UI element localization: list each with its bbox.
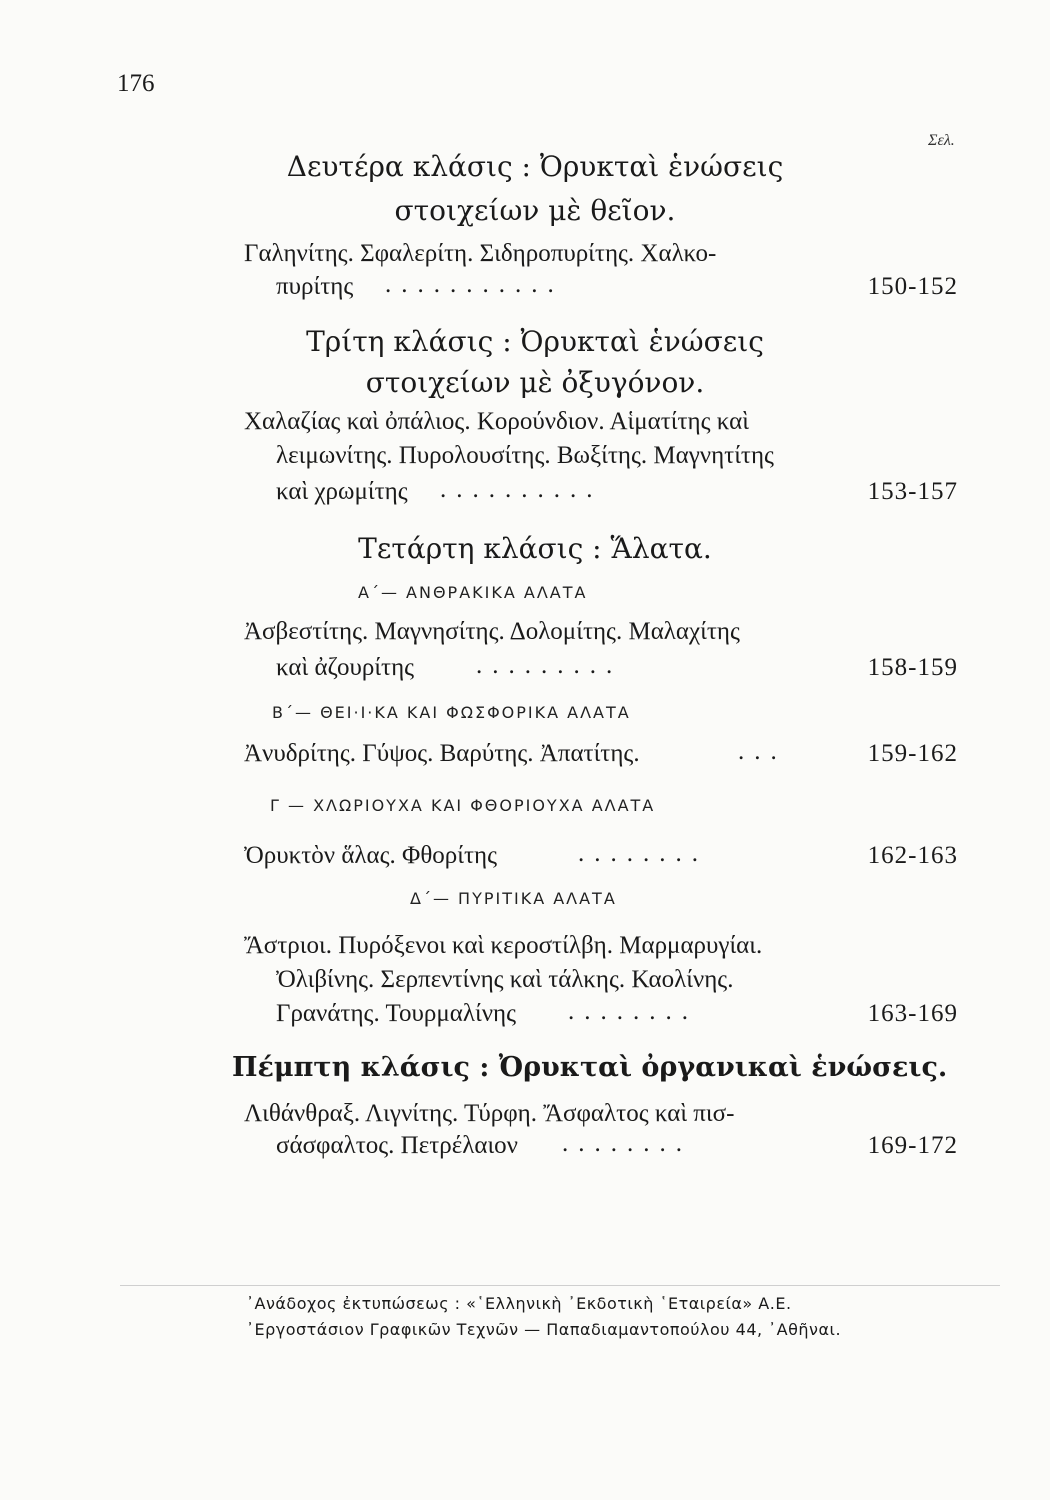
- subsection-d-pages: 163-169: [867, 1000, 958, 1027]
- section-2-entry-line1: Γαληνίτης. Σφαλερίτη. Σιδηροπυρίτης. Χαλκο-: [244, 240, 717, 267]
- section-2-pages: 150-152: [867, 273, 958, 300]
- section-3-heading-line2: στοιχείων μὲ ὀξυγόνον.: [365, 366, 705, 399]
- section-3-entry-line1: Χαλαζίας καὶ ὀπάλιος. Κορούνδιον. Αἱματίτης καὶ: [244, 408, 749, 435]
- subsection-d-line3: Γρανάτης. Τουρμαλίνης: [276, 1000, 517, 1027]
- section-5-entry-line2: σάσφαλτος. Πετρέλαιον: [276, 1132, 518, 1159]
- subsection-b-line1: Ἀνυδρίτης. Γύψος. Βαρύτης. Ἀπατίτης.: [244, 740, 640, 767]
- leader-dots: ..........: [440, 476, 603, 503]
- leader-dots: .........: [476, 652, 623, 679]
- imprint-line2: ᾿Εργοστάσιον Γραφικῶν Τεχνῶν — Παπαδιαμαντοπούλου 44, ᾿Αθῆναι.: [246, 1320, 842, 1339]
- subsection-d-title: Δ΄— ΠΥΡΙΤΙΚΑ ΑΛΑΤΑ: [410, 889, 617, 908]
- subsection-a-pages: 158-159: [867, 654, 958, 681]
- leader-dots: ...........: [385, 271, 564, 298]
- page-number: 176: [117, 70, 155, 97]
- imprint-line1: ᾿Ανάδοχος ἐκτυπώσεως : «῾Ελληνικὴ ᾿Εκδοτικὴ ῾Εταιρεία» Α.Ε.: [246, 1294, 792, 1313]
- subsection-b-pages: 159-162: [867, 740, 958, 767]
- subsection-a-line1: Ἀσβεστίτης. Μαγνησίτης. Δολομίτης. Μαλαχίτης: [244, 618, 740, 645]
- section-3-entry-line3: καὶ χρωμίτης: [276, 478, 408, 505]
- subsection-c-line1: Ὀρυκτὸν ἅλας. Φθορίτης: [244, 842, 498, 869]
- section-2-entry-line2: πυρίτης: [276, 273, 354, 300]
- subsection-c-title: Γ — ΧΛΩΡΙΟΥΧΑ ΚΑΙ ΦΘΟΡΙΟΥΧΑ ΑΛΑΤΑ: [270, 796, 656, 815]
- subsection-a-title: Α΄— ΑΝΘΡΑΚΙΚΑ ΑΛΑΤΑ: [358, 583, 588, 602]
- subsection-a-line2: καὶ ἀζουρίτης: [276, 654, 415, 681]
- subsection-d-line2: Ὀλιβίνης. Σερπεντίνης καὶ τάλκης. Καολίνης.: [276, 966, 734, 993]
- subsection-d-line1: Ἄστριοι. Πυρόξενοι καὶ κεροστίλβη. Μαρμαρυγίαι.: [244, 932, 763, 959]
- section-4-heading: Τετάρτη κλάσις : Ἅλατα.: [358, 532, 712, 565]
- leader-dots: ........: [578, 840, 708, 867]
- leader-dots: ........: [562, 1130, 692, 1157]
- page-column-label: Σελ.: [928, 132, 955, 149]
- subsection-b-title: Β΄— ΘΕΙ·Ι·ΚΑ ΚΑΙ ΦΩΣΦΟΡΙΚΑ ΑΛΑΤΑ: [272, 703, 631, 722]
- section-5-entry-line1: Λιθάνθραξ. Λιγνίτης. Τύρφη. Ἄσφαλτος καὶ πισ-: [244, 1100, 735, 1127]
- leader-dots: ........: [568, 998, 698, 1025]
- section-3-pages: 153-157: [867, 478, 958, 505]
- imprint-divider: [120, 1285, 1000, 1286]
- section-3-heading-line1: Τρίτη κλάσις : Ὀρυκταὶ ἑνώσεις: [306, 325, 764, 358]
- section-5-pages: 169-172: [867, 1132, 958, 1159]
- section-3-entry-line2: λειμωνίτης. Πυρολουσίτης. Βωξίτης. Μαγνητίτης: [276, 442, 774, 469]
- section-2-heading-line1: Δευτέρα κλάσις : Ὀρυκταὶ ἑνώσεις: [286, 150, 784, 183]
- section-2-heading-line2: στοιχείων μὲ θεῖον.: [394, 194, 676, 227]
- subsection-c-pages: 162-163: [867, 842, 958, 869]
- section-5-heading: Πέμπτη κλάσις : Ὀρυκταὶ ὀργανικαὶ ἑνώσεις.: [232, 1052, 948, 1083]
- leader-dots: ...: [738, 738, 787, 765]
